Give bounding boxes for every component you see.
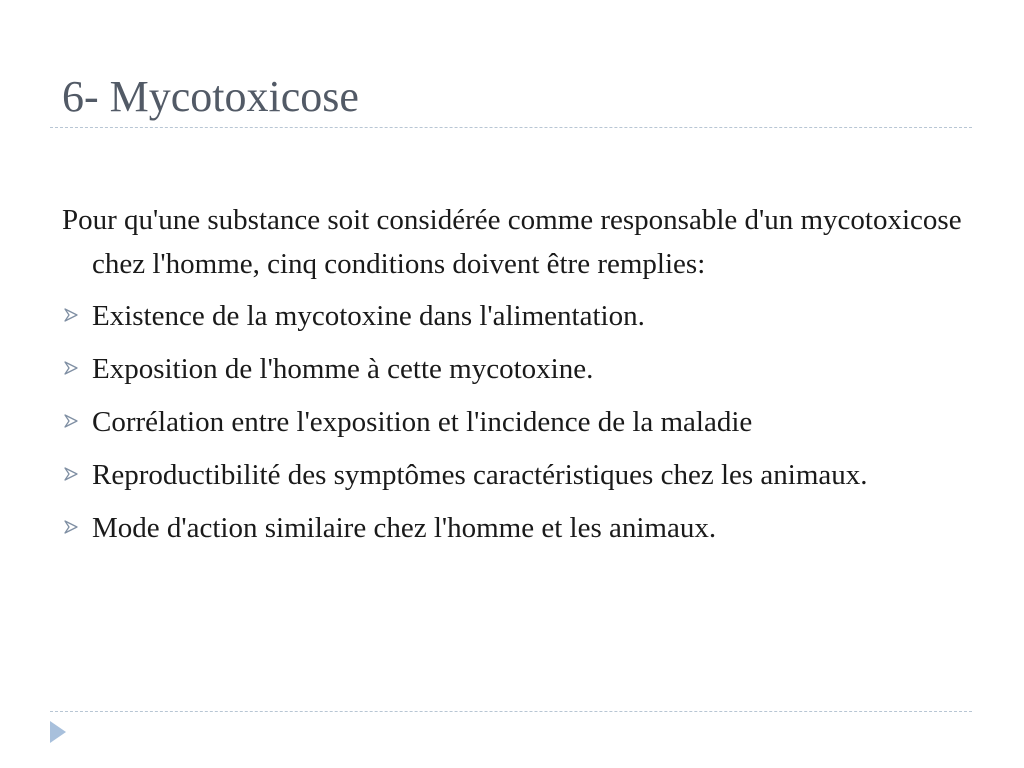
bullet-text: Reproductibilité des symptômes caractéristiques chez les animaux. [92, 459, 868, 491]
intro-paragraph: Pour qu'une substance soit considérée comme responsable d'un mycotoxicose chez l'homme, cinq conditions doivent être remplies: [62, 204, 962, 280]
arrow-bullet-icon [64, 361, 78, 375]
arrow-bullet-icon [64, 308, 78, 322]
bullet-text: Mode d'action similaire chez l'homme et les animaux. [92, 512, 717, 544]
list-item [62, 294, 972, 338]
triangle-right-icon [50, 721, 66, 743]
arrow-bullet-icon [64, 414, 78, 428]
arrow-bullet-icon [64, 520, 78, 534]
list-item [62, 453, 972, 497]
bullet-text: Existence de la mycotoxine dans l'alimentation. [92, 300, 645, 332]
arrow-bullet-icon [64, 467, 78, 481]
slide-body [62, 198, 972, 559]
footer-divider [50, 711, 972, 712]
list-item [62, 347, 972, 391]
slide-title: 6- Mycotoxicose [62, 72, 359, 121]
list-item [62, 400, 972, 444]
list-item [62, 506, 972, 550]
bullet-list [62, 294, 972, 550]
title-divider [50, 127, 972, 128]
bullet-text: Exposition de l'homme à cette mycotoxine. [92, 353, 594, 385]
bullet-text: Corrélation entre l'exposition et l'incidence de la maladie [92, 406, 753, 438]
